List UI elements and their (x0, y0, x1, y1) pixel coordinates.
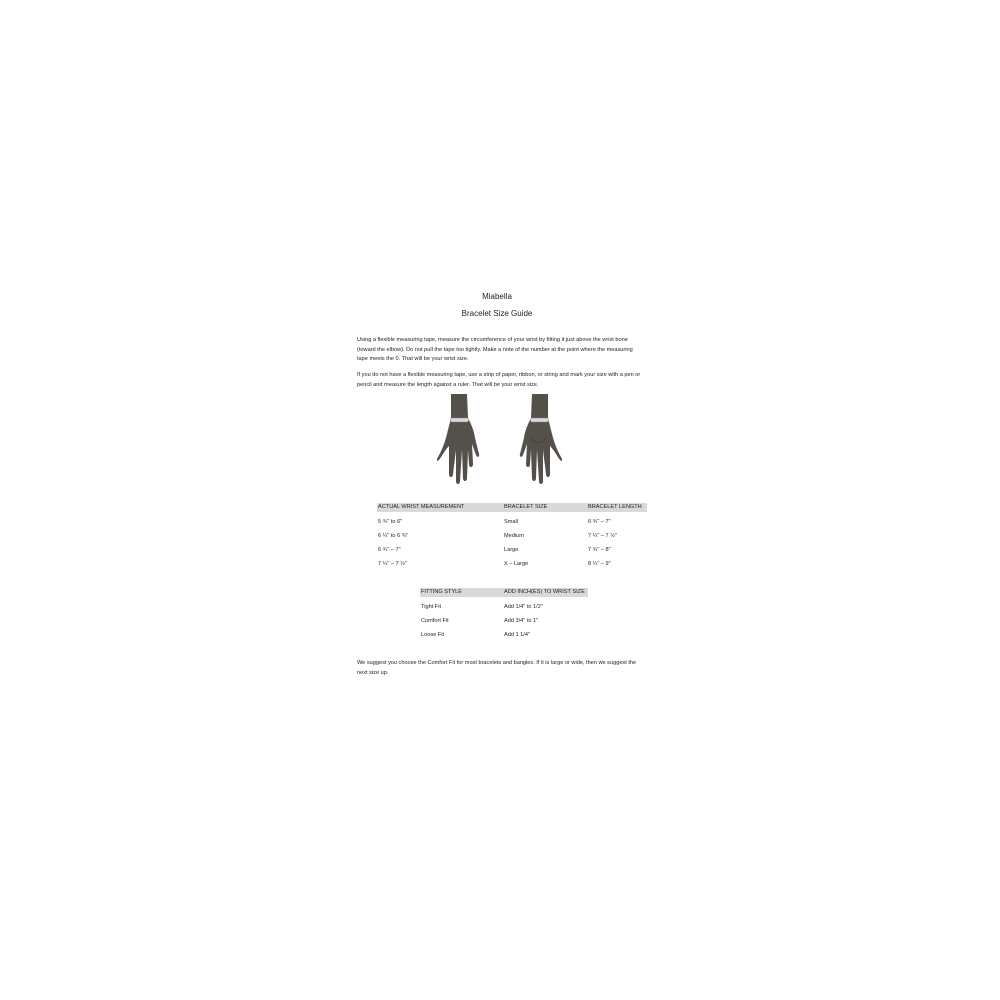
fit-table (420, 588, 590, 643)
right-bracelet (531, 418, 549, 422)
fit-table-header-style: FITTING STYLE (421, 589, 463, 595)
size-table (377, 503, 647, 573)
size-table-cell: 7 ¼" – 7 ½" (588, 533, 617, 539)
fit-table-cell: Loose Fit (421, 632, 445, 638)
size-table-cell: Medium (504, 533, 524, 539)
size-table-cell: 5 ¾" to 6" (378, 519, 403, 525)
size-table-cell: 6 ¾" – 7" (588, 519, 611, 525)
footer-note: We suggest you choose the Comfort Fit for most bracelets and bangles. If it is large or wide, then we suggest the next size up. (357, 660, 637, 676)
fit-table-cell: Tight Fit (421, 604, 441, 610)
fit-table-cell: Comfort Fit (421, 618, 449, 624)
brand-name: Miabella (482, 292, 512, 301)
size-table-cell: X – Large (504, 561, 529, 567)
size-table-header-size: BRACELET SIZE (504, 504, 548, 510)
fit-table-header-add: ADD INCH(ES) TO WRIST SIZE (504, 589, 585, 595)
left-hand-icon (437, 394, 479, 484)
size-guide-document (357, 0, 647, 1000)
right-hand-icon (520, 394, 562, 484)
size-table-header-wrist: ACTUAL WRIST MEASUREMENT (378, 504, 465, 510)
size-table-cell: 6 ¾" – 7" (378, 547, 401, 553)
size-table-cell: 6 ¼" to 6 ¾" (378, 533, 409, 539)
size-table-cell: 8 ¼" – 9" (588, 561, 611, 567)
left-bracelet (451, 418, 469, 422)
size-table-header-length: BRACELET LENGTH (588, 504, 642, 510)
hands-with-bracelets-icon (437, 394, 562, 486)
page-title: Bracelet Size Guide (461, 309, 533, 318)
fit-table-cell: Add 1/4" to 1/2" (504, 604, 543, 610)
instructions-paragraph-2: If you do not have a flexible measuring tape, use a strip of paper, ribbon, or string and mark your size with a pen or pencil and measure the length against a ruler. That will be your wrist size. (357, 372, 641, 388)
size-table-cell: 7 ¾" – 8" (588, 547, 611, 553)
size-table-cell: Large (504, 547, 519, 553)
instructions-paragraph-1: Using a flexible measuring tape, measure the circumference of your wrist by fitting it just above the wrist bone (toward the elbow). Do not pull the tape too tightly. Make a note of the number at the point where the measuring tape meets the 0. That will be your wrist size. (357, 337, 633, 362)
size-table-cell: 7 ¼" – 7 ½" (378, 561, 407, 567)
size-table-cell: Small (504, 519, 518, 525)
fit-table-cell: Add 1 1/4" (504, 632, 530, 638)
fit-table-cell: Add 3/4" to 1" (504, 618, 539, 624)
